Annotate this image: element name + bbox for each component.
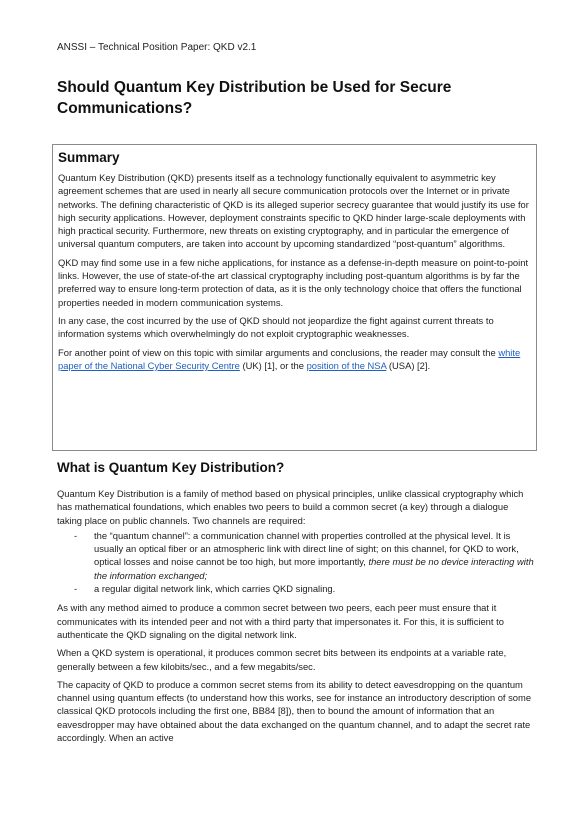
running-header: ANSSI – Technical Position Paper: QKD v2.1 [57, 42, 257, 53]
section-body [57, 487, 535, 749]
bullet-text: the “quantum channel”: a communication channel with properties controlled at the physical level. It is usually an optical fiber or an atmospheric link with direct line of sight; on this channel, for QKD to work, optical losses and noise cannot be too high, but more importantly, [94, 529, 519, 568]
summary-paragraph-4-mid: (UK) [1], or the [239, 359, 307, 371]
bullet-italic-text: there must be no device interacting with the information exchanged; [94, 556, 534, 581]
summary-paragraph-1: Quantum Key Distribution (QKD) presents itself as a technology functionally equivalent to asymmetric key agreement schemes that are used in nearly all secure communication protocols over the Internet or in private networks. The defining characteristic of QKD is its alleged superior secrecy guarantee that would justify its use for high security applications. However, deployment constraints specific to QKD hinder large-scale deployments with high practical security. Furthermore, new threats on existing cryptography, and in particular the emergence of universal quantum computers, are taken into account by upcoming standardized “post-quantum” algorithms. [58, 172, 529, 250]
bullet-text: a regular digital network link, which carries QKD signaling. [94, 583, 336, 595]
section-paragraph-4: The capacity of QKD to produce a common secret stems from its ability to detect eavesdropping on the quantum channel using quantum effects (to understand how this works, see for instance an introductory description of some classical QKD protocols including the first one, BB84 [8]), then to bound the amount of information that an eavesdropper may have obtained about the data exchanged on the quantum channel, and to adapt the secret rate accordingly. When an active [57, 678, 532, 744]
document-title: Should Quantum Key Distribution be Used for Secure Communications? [57, 79, 452, 117]
section-paragraph-2: As with any method aimed to produce a common secret between two peers, each peer must ensure that it communicates with its intended peer and not with a third party that impersonates it. For this, it is sufficient to authenticate the QKD signaling on the digital network link. [57, 602, 504, 640]
bullet-item [57, 582, 535, 595]
summary-paragraph-4 [58, 346, 531, 373]
ncsc-white-paper-link[interactable]: white paper of the National Cyber Security Centre [58, 346, 521, 371]
summary-paragraph-4-end: (USA) [2]. [386, 359, 431, 371]
bullet-dash: - [74, 529, 78, 541]
section-heading: What is Quantum Key Distribution? [57, 460, 285, 475]
summary-paragraph-2: QKD may find some use in a few niche applications, for instance as a defense-in-depth measure on point-to-point links. However, the use of state-of-the art classical cryptography including post-quantum algorithms is by far the preferred way to ensure long-term protection of data, as it is the only technology choice that offers the functional properties needed in modern communication systems. [58, 256, 529, 308]
summary-box [52, 144, 537, 451]
section-intro-paragraph: Quantum Key Distribution is a family of method based on physical principles, unlike classical cryptography which has mathematical foundations, which enables two peers to build a common secret (a key) through a dialogue taking place on public channels. Two channels are required: [57, 488, 524, 526]
bullet-dash: - [74, 583, 78, 595]
summary-heading: Summary [58, 150, 120, 165]
section-paragraph-3: When a QKD system is operational, it produces common secret bits between its endpoints at a variable rate, generally between a few kilobits/sec., and a few megabits/sec. [57, 647, 507, 672]
bullet-item [57, 529, 535, 582]
summary-paragraph-4-start: For another point of view on this topic with similar arguments and conclusions, the reader may consult the [58, 346, 499, 358]
summary-paragraph-3: In any case, the cost incurred by the use of QKD should not jeopardize the fight against current threats to information systems which overwhelmingly do not exploit cryptographic weaknesses. [58, 314, 494, 340]
nsa-position-link[interactable]: position of the NSA [306, 359, 387, 371]
